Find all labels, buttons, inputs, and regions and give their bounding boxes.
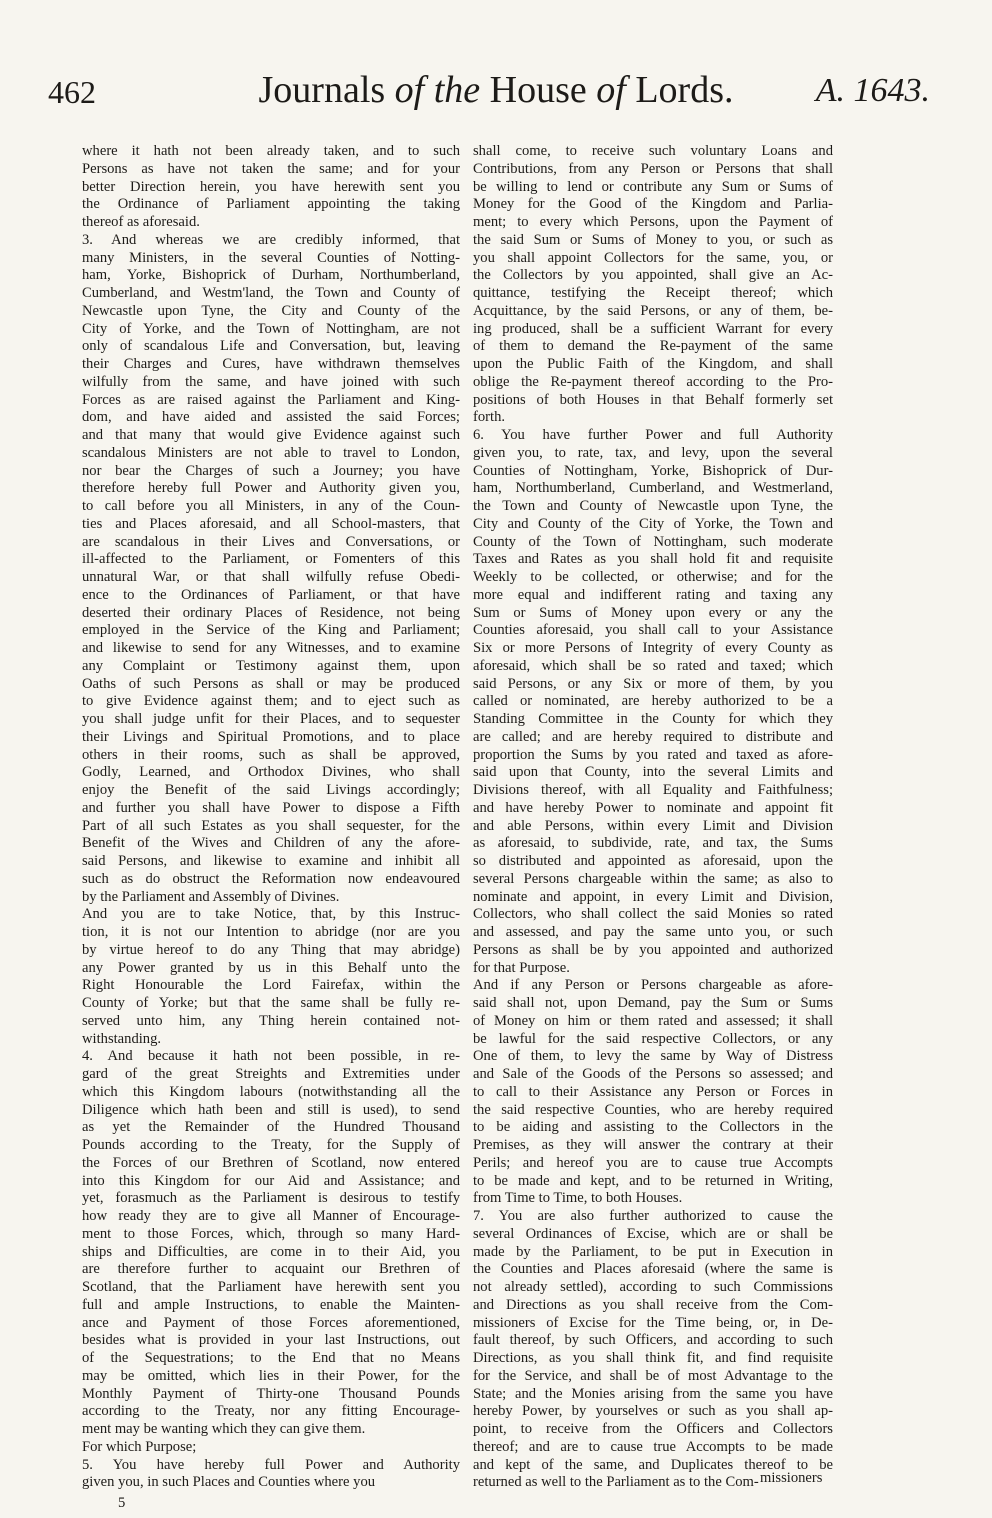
text-line: Acquittance, by the said Persons, or any of them, be- — [473, 302, 833, 319]
text-line: and have hereby Power to nominate and appoint fit — [473, 799, 833, 816]
text-line: made by the Parliament, to be put in Execution in — [473, 1243, 833, 1260]
page-number: 462 — [48, 74, 96, 110]
text-line: returned as well to the Parliament as to the Com- — [473, 1474, 759, 1491]
text-line: the Forces of our Brethren of Scotland, now entered — [82, 1154, 460, 1171]
text-line: only of scandalous Life and Conversation, but, leaving — [82, 338, 460, 355]
text-line: served unto him, any Thing herein contained not- — [82, 1012, 460, 1029]
text-line: hereby Power, by yourselves or such as you shall ap- — [473, 1403, 833, 1420]
text-line: ham, Yorke, Bishoprick of Durham, Northumberland, — [82, 267, 460, 284]
year-label: A. 1643. — [815, 72, 930, 109]
text-line: nominate and appoint, in every Limit and Division, — [473, 888, 833, 905]
text-line: Godly, Learned, and Orthodox Divines, who shall — [82, 764, 460, 781]
text-line: their Charges and Cures, have withdrawn themselves — [82, 356, 460, 372]
text-line: aforesaid, which shall be so rated and taxed; which — [473, 657, 833, 674]
text-line: their Livings and Spiritual Promotions, and to place — [82, 728, 460, 745]
text-line: 5. You have hereby full Power and Authority — [82, 1456, 460, 1473]
text-line: you shall appoint Collectors for the same, you, or — [473, 249, 833, 266]
text-line: as yet the Remainder of the Hundred Thousand — [82, 1119, 460, 1136]
text-line: thereof; and are to cause true Accompts to be made — [473, 1438, 833, 1455]
text-line: said upon that County, into the several Limits and — [473, 764, 833, 781]
text-line: Divisions thereof, with all Equality and Faithfulness; — [473, 782, 833, 798]
text-line: upon the Public Faith of the Kingdom, and shall — [473, 356, 833, 372]
text-line: ham, Northumberland, Cumberland, and Westmerland, — [473, 480, 833, 497]
text-line: to be made and kept, and to be returned in Writing, — [473, 1172, 833, 1189]
text-line: besides what is provided in your last Instructions, out — [82, 1332, 460, 1349]
text-line: Contributions, from any Person or Persons that shall — [473, 160, 833, 177]
text-line: Counties of Nottingham, Yorke, Bishoprick of Dur- — [473, 462, 833, 479]
text-line: Forces as are raised against the Parliament and King- — [82, 391, 460, 408]
text-line: Weekly to be collected, or otherwise; and for the — [473, 569, 833, 585]
text-line: full and ample Instructions, to enable the Mainten- — [82, 1296, 460, 1313]
text-line: deserted their ordinary Places of Residence, not being — [82, 604, 460, 621]
text-line: withstanding. — [82, 1030, 162, 1047]
text-line: Persons as shall be by you appointed and authorized — [473, 941, 833, 958]
text-line: of them to demand the Re-payment of the same — [473, 338, 833, 355]
title-part-of-the: of the — [394, 69, 481, 111]
text-line: be lawful for the said respective Collectors, or any — [473, 1030, 833, 1047]
text-line: Newcastle upon Tyne, the City and County of the — [82, 302, 460, 319]
text-line: better Direction herein, you have herewith sent you — [82, 178, 460, 195]
text-line: you shall judge unfit for their Places, and to sequester — [82, 711, 460, 727]
text-line: tion, it is not our Intention to abridge (nor are you — [82, 924, 460, 940]
text-line: Monthly Payment of Thirty-one Thousand Pounds — [82, 1385, 460, 1402]
text-line: Sum or Sums of Money upon every or any the — [473, 604, 833, 621]
text-line: yet, forasmuch as the Parliament is desirous to testify — [82, 1190, 460, 1207]
title-part-house: House — [480, 69, 597, 111]
text-line: positions of both Houses in that Behalf formerly set — [473, 391, 833, 408]
text-line: shall come, to receive such voluntary Loans and — [473, 143, 833, 159]
text-line: others in their rooms, such as shall be approved, — [82, 746, 460, 763]
text-line: ships and Difficulties, are come in to their Aid, you — [82, 1243, 460, 1260]
text-line: missioners of Excise for the Time being, or, in De- — [473, 1314, 833, 1331]
text-line: the Counties and Places aforesaid (where the same is — [473, 1261, 833, 1278]
left-column — [82, 143, 460, 1492]
page-header — [40, 66, 952, 116]
text-line: to be aiding and assisting to the Collectors in the — [473, 1119, 833, 1136]
text-line: and kept of the same, and Duplicates thereof to be — [473, 1456, 833, 1473]
text-line: therefore hereby full Power and Authority given you, — [82, 480, 460, 497]
text-line: the Collectors by you appointed, shall give an Ac- — [473, 267, 833, 284]
text-line: and assessed, and pay the same unto you, or such — [473, 924, 833, 940]
title-part-lords: Lords. — [625, 69, 734, 111]
text-line: point, to receive from the Officers and Collectors — [473, 1421, 833, 1437]
text-line: scandalous Ministers are not able to travel to London, — [82, 444, 460, 461]
text-line: may be omitted, which lies in their Power, for the — [82, 1367, 460, 1384]
text-line: given you, in such Places and Counties where you — [82, 1474, 376, 1491]
text-line: oblige the Re-payment thereof according to the Pro- — [473, 373, 833, 390]
text-line: ties and Places aforesaid, and all School-masters, that — [82, 515, 460, 532]
text-line: 3. And whereas we are credibly informed, that — [82, 231, 460, 248]
text-line: for that Purpose. — [473, 959, 570, 976]
text-line: and able Persons, within every Limit and Division — [473, 817, 833, 834]
text-line: are scandalous in their Lives and Conversations, or — [82, 533, 460, 550]
text-line: according to the Treaty, nor any fitting Encourage- — [82, 1403, 460, 1420]
text-line: said Persons, and likewise to examine and inhibit all — [82, 853, 460, 869]
text-line: to call to their Assistance any Person or Forces in — [473, 1083, 833, 1100]
title-part-journals: Journals — [258, 69, 395, 111]
text-line: For which Purpose; — [82, 1438, 197, 1455]
text-line: Six or more Persons of Integrity of every County as — [473, 640, 833, 656]
text-line: Collectors, who shall collect the said Monies so rated — [473, 906, 833, 923]
text-line: of the Sequestrations; to the End that no Means — [82, 1350, 460, 1366]
text-line: City of Yorke, and the Town of Nottingham, are not — [82, 320, 460, 337]
text-line: into this Kingdom for our Aid and Assistance; and — [82, 1172, 460, 1189]
text-line: ence to the Ordinances of Parliament, or that have — [82, 586, 460, 603]
text-line: 6. You have further Power and full Authority — [473, 427, 833, 443]
text-line: several Ordinances of Excise, which are or shall be — [473, 1225, 833, 1242]
catchword: missioners — [760, 1470, 823, 1486]
text-line: any Complaint or Testimony against them, upon — [82, 657, 460, 674]
text-line: 7. You are also further authorized to cause the — [473, 1208, 833, 1224]
text-line: and further you shall have Power to dispose a Fifth — [82, 799, 460, 816]
signature-mark: 5 — [118, 1495, 126, 1511]
text-line: and Directions as you shall receive from the Com- — [473, 1296, 833, 1313]
text-line: called or nominated, are hereby authorized to be a — [473, 693, 833, 710]
text-line: and that many that would give Evidence against such — [82, 427, 460, 443]
text-line: be willing to lend or contribute any Sum or Sums of — [473, 178, 833, 195]
text-line: Money for the Good of the Kingdom and Parlia- — [473, 196, 833, 213]
text-line: Premises, as they will answer the contrary at their — [473, 1137, 833, 1153]
text-line: Diligence which hath been and still is used), to send — [82, 1101, 460, 1118]
text-line: Part of all such Estates as you shall sequester, for the — [82, 817, 460, 834]
text-line: given you, to rate, tax, and levy, upon the several — [473, 444, 833, 461]
text-line: And if any Person or Persons chargeable as afore- — [473, 977, 833, 994]
text-line: One of them, to levy the same by Way of Distress — [473, 1048, 833, 1065]
text-line: and Sale of the Goods of the Persons so assessed; and — [473, 1066, 833, 1082]
text-line: ing produced, shall be a sufficient Warrant for every — [473, 320, 833, 337]
text-line: thereof as aforesaid. — [82, 214, 200, 230]
text-line: any Power granted by us in this Behalf unto the — [82, 959, 460, 976]
text-line: of Money on him or them rated and assessed; it shall — [473, 1012, 833, 1029]
text-line: forth. — [473, 409, 506, 426]
text-line: to give Evidence against them; and to eject such as — [82, 693, 460, 710]
text-line: And you are to take Notice, that, by this Instruc- — [82, 906, 460, 923]
text-line: proportion the Sums by you rated and taxed as afore- — [473, 746, 833, 763]
text-line: the Ordinance of Parliament appointing the taking — [82, 196, 460, 213]
text-line: ment to those Forces, which, through so many Hard- — [82, 1225, 460, 1242]
text-line: quittance, testifying the Receipt thereof; which — [473, 285, 833, 301]
text-line: by virtue hereof to do any Thing that may abridge) — [82, 941, 460, 958]
text-line: employed in the Service of the King and Parliament; — [82, 622, 460, 639]
text-line: State; and the Monies arising from the same you have — [473, 1385, 833, 1402]
text-line: are therefore further to acquaint our Brethren of — [82, 1261, 460, 1278]
text-line: ance and Payment of those Forces aforementioned, — [82, 1314, 460, 1331]
text-line: Taxes and Rates as you shall hold fit and requisite — [473, 551, 833, 568]
text-line: the Town and County of Newcastle upon Tyne, the — [473, 498, 833, 514]
text-line: Pounds according to the Treaty, for the Supply of — [82, 1137, 460, 1153]
text-line: nor bear the Charges of such a Journey; you have — [82, 462, 460, 479]
text-line: which this Kingdom labours (notwithstanding all the — [82, 1083, 460, 1100]
text-line: where it hath not been already taken, and to such — [82, 143, 460, 159]
text-line: County of the Town of Nottingham, such moderate — [473, 533, 833, 550]
text-line: Oaths of such Persons as shall or may be produced — [82, 675, 460, 692]
text-line: City and County of the City of Yorke, the Town and — [473, 515, 833, 532]
text-line: many Ministers, in the several Counties of Notting- — [82, 249, 460, 266]
text-line: for the Service, and shall be of most Advantage to the — [473, 1367, 833, 1384]
text-line: ill-affected to the Parliament, or Fomenters of this — [82, 551, 460, 568]
text-line: unnatural War, or that shall wilfully refuse Obedi- — [82, 569, 460, 585]
text-line: and likewise to send for any Witnesses, and to examine — [82, 640, 460, 656]
title-part-of: of — [596, 69, 626, 111]
text-line: fault thereof, by such Officers, and according to such — [473, 1332, 833, 1349]
text-line: dom, and have aided and assisted the said Forces; — [82, 409, 460, 426]
text-line: are called; and are hereby required to distribute and — [473, 728, 833, 745]
text-line: Perils; and hereof you are to cause true Accompts — [473, 1154, 833, 1171]
text-line: more equal and indifferent rating and taxing any — [473, 586, 833, 603]
text-line: Cumberland, and Westm'land, the Town and County of — [82, 285, 460, 301]
text-line: the said respective Counties, who are hereby required — [473, 1101, 833, 1118]
text-line: such as do obstruct the Reformation now endeavoured — [82, 870, 460, 887]
text-line: so distributed and appointed as aforesaid, upon the — [473, 853, 833, 869]
text-line: by the Parliament and Assembly of Divines. — [82, 888, 340, 905]
text-line: Directions, as you shall think fit, and find requisite — [473, 1350, 833, 1366]
text-line: gard of the great Streights and Extremities under — [82, 1066, 460, 1082]
text-line: Right Honourable the Lord Fairefax, within the — [82, 977, 460, 994]
text-line: said Persons, or any Six or more of them, by you — [473, 675, 833, 692]
text-line: County of Yorke; but that the same shall be fully re- — [82, 995, 460, 1011]
text-line: ment may be wanting which they can give them. — [82, 1421, 366, 1437]
text-line: the said Sum or Sums of Money to you, or such as — [473, 231, 833, 248]
text-line: from Time to Time, to both Houses. — [473, 1190, 683, 1207]
text-line: several Persons chargeable within the same; as also to — [473, 870, 833, 887]
text-line: not already settled), according to such Commissions — [473, 1279, 833, 1295]
text-line: how ready they are to give all Manner of Encourage- — [82, 1208, 460, 1224]
text-line: 4. And because it hath not been possible, in re- — [82, 1048, 460, 1065]
text-line: ment; to every which Persons, upon the Payment of — [473, 214, 833, 230]
text-line: as aforesaid, to subdivide, rate, and tax, the Sums — [473, 835, 833, 852]
text-line: enjoy the Benefit of the said Livings accordingly; — [82, 782, 460, 798]
text-line: Standing Committee in the County for which they — [473, 711, 833, 727]
right-column — [473, 143, 833, 1492]
text-line: said shall not, upon Demand, pay the Sum or Sums — [473, 995, 833, 1011]
text-line: to call before you all Ministers, in any of the Coun- — [82, 498, 460, 514]
text-line: Persons as have not taken the same; and for your — [82, 160, 460, 177]
text-line: Counties aforesaid, you shall call to your Assistance — [473, 622, 833, 639]
text-line: wilfully from the same, and have joined with such — [82, 373, 460, 390]
text-line: Benefit of the Wives and Children of any the afore- — [82, 835, 460, 852]
text-line: Scotland, that the Parliament have herewith sent you — [82, 1279, 460, 1295]
